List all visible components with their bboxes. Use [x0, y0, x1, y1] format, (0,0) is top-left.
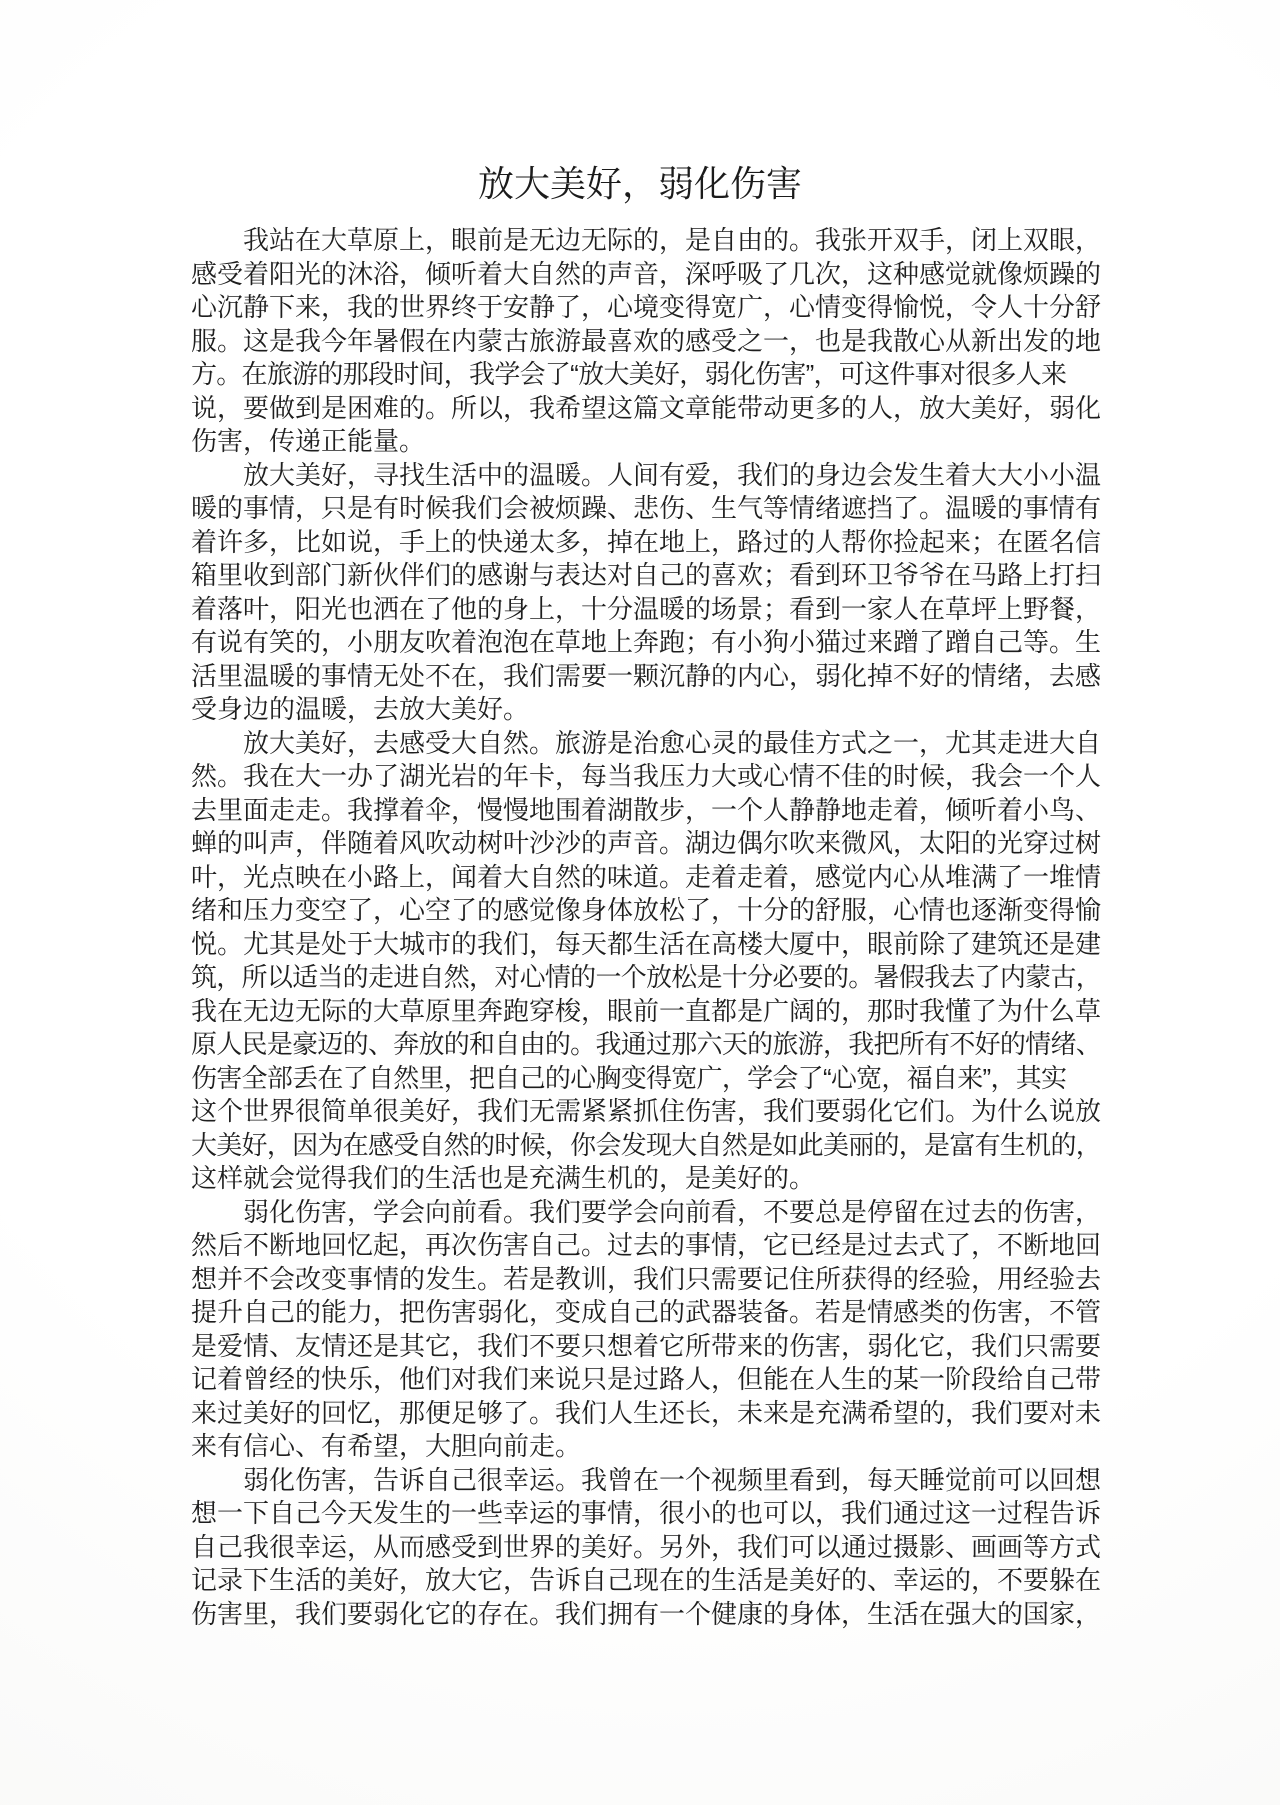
text-line: 伤害，传递正能量。 [191, 426, 426, 456]
text-line: 叶，光点映在小路上，闻着大自然的味道。走着走着，感觉内心从堆满了一堆情 [191, 861, 1102, 892]
text-line: 着落叶，阳光也洒在了他的身上，十分温暖的场景；看到一家人在草坪上野餐， [191, 593, 1102, 624]
text-line: 受身边的温暖，去放大美好。 [191, 694, 530, 724]
text-line: 箱里收到部门新伙伴们的感谢与表达对自己的喜欢；看到环卫爷爷在马路上打扫 [191, 560, 1102, 590]
text-line: 弱化伤害，学会向前看。我们要学会向前看，不要总是停留在过去的伤害， [243, 1196, 1102, 1227]
text-line: 说，要做到是困难的。所以，我希望这篇文章能带动更多的人，放大美好，弱化 [191, 392, 1102, 423]
text-line: 我站在大草原上，眼前是无边无际的，是自由的。我张开双手，闭上双眼， [243, 225, 1102, 255]
text-line: 自己我很幸运，从而感受到世界的美好。另外，我们可以通过摄影、画画等方式 [191, 1531, 1102, 1562]
paragraph-1 [191, 224, 1101, 459]
text-line: 心沉静下来，我的世界终于安静了，心境变得宽广，心情变得愉悦，令人十分舒 [191, 292, 1102, 322]
text-line: 想一下自己今天发生的一些幸运的事情，很小的也可以，我们通过这一过程告诉 [191, 1498, 1102, 1528]
text-line: 然。我在大一办了湖光岩的年卡，每当我压力大或心情不佳的时候，我会一个人 [191, 761, 1102, 791]
text-line: 然后不断地回忆起，再次伤害自己。过去的事情，它已经是过去式了，不断地回 [191, 1230, 1102, 1260]
text-line: 记录下生活的美好，放大它，告诉自己现在的生活是美好的、幸运的，不要躲在 [191, 1565, 1102, 1595]
paragraph-4 [191, 1196, 1101, 1464]
text-line: 着许多，比如说，手上的快递太多，掉在地上，路过的人帮你捡起来；在匿名信 [191, 526, 1102, 557]
text-line: 大美好，因为在感受自然的时候，你会发现大自然是如此美丽的，是富有生机的， [191, 1129, 1102, 1160]
paragraph-3 [191, 727, 1101, 1196]
text-line: 原人民是豪迈的、奔放的和自由的。我通过那六天的旅游，我把所有不好的情绪、 [191, 1029, 1102, 1059]
paragraph-2 [191, 459, 1101, 727]
text-line: 弱化伤害，告诉自己很幸运。我曾在一个视频里看到，每天睡觉前可以回想 [243, 1464, 1102, 1495]
document-title: 放大美好，弱化伤害 [477, 163, 802, 204]
text-line: 来过美好的回忆，那便足够了。我们人生还长，未来是充满希望的，我们要对未 [191, 1397, 1102, 1428]
text-line: 放大美好，去感受大自然。旅游是治愈心灵的最佳方式之一，尤其走进大自 [243, 727, 1102, 758]
text-line: 记着曾经的快乐，他们对我们来说只是过路人，但能在人生的某一阶段给自己带 [191, 1364, 1102, 1394]
text-line: 放大美好，寻找生活中的温暖。人间有爱，我们的身边会发生着大大小小温 [243, 459, 1102, 490]
text-line: 筑，所以适当的走进自然，对心情的一个放松是十分必要的。暑假我去了内蒙古， [191, 962, 1102, 992]
text-line: 去里面走走。我撑着伞，慢慢地围着湖散步，一个人静静地走着，倾听着小鸟、 [191, 794, 1102, 825]
text-line: 来有信心、有希望，大胆向前走。 [191, 1431, 582, 1461]
document-body [191, 224, 1101, 1631]
text-line: 蝉的叫声，伴随着风吹动树叶沙沙的声音。湖边偶尔吹来微风，太阳的光穿过树 [191, 828, 1102, 858]
text-line: 活里温暖的事情无处不在，我们需要一颗沉静的内心，弱化掉不好的情绪，去感 [191, 660, 1102, 691]
paragraph-5 [191, 1464, 1101, 1632]
text-line: 我在无边无际的大草原里奔跑穿梭，眼前一直都是广阔的，那时我懂了为什么草 [191, 995, 1102, 1026]
text-line: 提升自己的能力，把伤害弱化，变成自己的武器装备。若是情感类的伤害，不管 [191, 1297, 1102, 1327]
text-line: 服。这是我今年暑假在内蒙古旅游最喜欢的感受之一，也是我散心从新出发的地 [191, 325, 1102, 356]
text-line: 想并不会改变事情的发生。若是教训，我们只需要记住所获得的经验，用经验去 [191, 1263, 1102, 1294]
text-line: 方。在旅游的那段时间，我学会了“放大美好，弱化伤害”，可这件事对很多人来 [191, 359, 1067, 389]
text-line: 这个世界很简单很美好，我们无需紧紧抓住伤害，我们要弱化它们。为什么说放 [191, 1096, 1102, 1126]
text-line: 感受着阳光的沐浴，倾听着大自然的声音，深呼吸了几次，这种感觉就像烦躁的 [191, 258, 1102, 289]
text-line: 伤害里，我们要弱化它的存在。我们拥有一个健康的身体，生活在强大的国家， [191, 1598, 1102, 1629]
text-line: 是爱情、友情还是其它，我们不要只想着它所带来的伤害，弱化它，我们只需要 [191, 1330, 1102, 1361]
text-line: 暖的事情，只是有时候我们会被烦躁、悲伤、生气等情绪遮挡了。温暖的事情有 [191, 493, 1102, 523]
text-line: 这样就会觉得我们的生活也是充满生机的，是美好的。 [191, 1163, 816, 1193]
text-line: 有说有笑的，小朋友吹着泡泡在草地上奔跑；有小狗小猫过来蹭了蹭自己等。生 [191, 627, 1102, 657]
text-line: 悦。尤其是处于大城市的我们，每天都生活在高楼大厦中，眼前除了建筑还是建 [191, 928, 1102, 959]
text-line: 绪和压力变空了，心空了的感觉像身体放松了，十分的舒服，心情也逐渐变得愉 [191, 895, 1102, 925]
text-line: 伤害全部丢在了自然里，把自己的心胸变得宽广，学会了“心宽，福自来”，其实 [191, 1062, 1067, 1093]
